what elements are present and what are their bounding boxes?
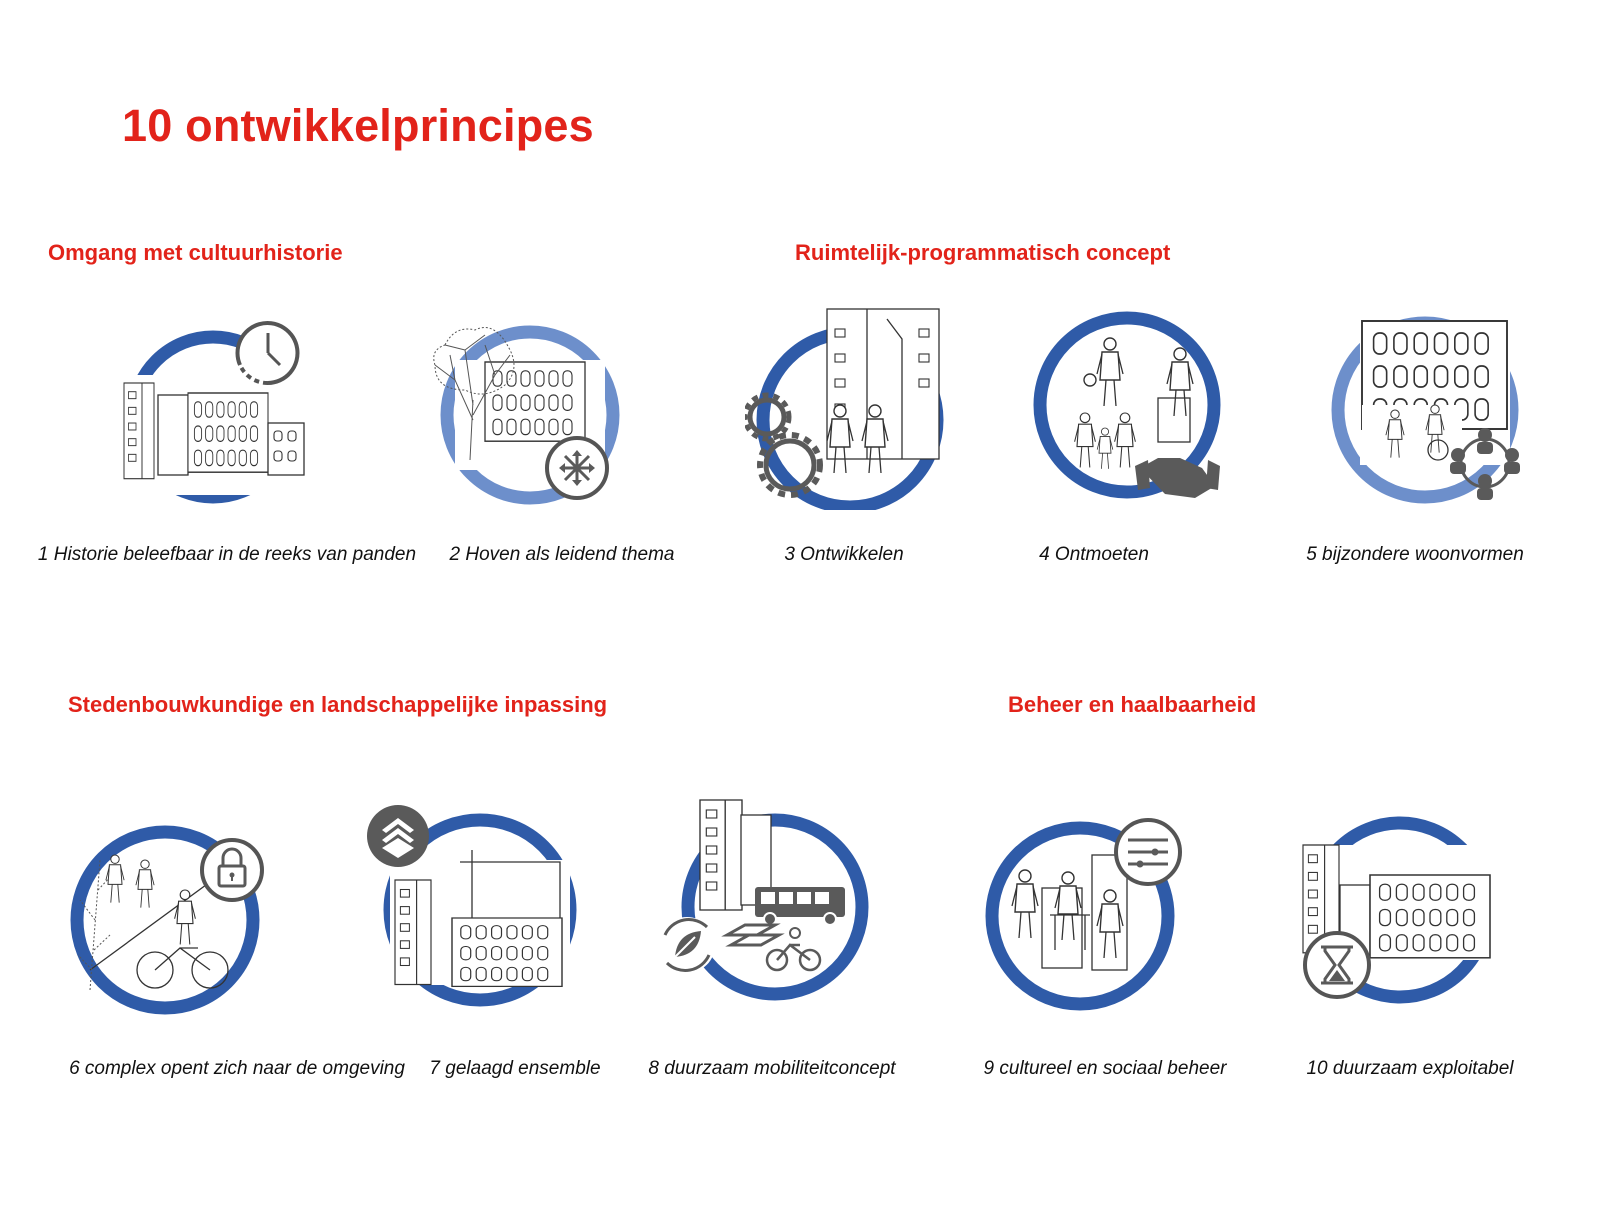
section-heading-cultuurhistorie: Omgang met cultuurhistorie bbox=[48, 240, 343, 265]
hourglass-icon bbox=[1305, 933, 1369, 997]
sliders-icon bbox=[1116, 820, 1180, 884]
principle-10-label: 10 duurzaam exploitabel bbox=[1306, 1058, 1514, 1079]
clock-icon bbox=[237, 323, 298, 383]
principle-3-illustration bbox=[745, 305, 950, 510]
principle-8-illustration bbox=[645, 795, 870, 1010]
principle-5-label: 5 bijzondere woonvormen bbox=[1306, 544, 1524, 565]
principle-9-illustration bbox=[980, 810, 1190, 1020]
principle-6-label: 6 complex opent zich naar de omgeving bbox=[69, 1058, 405, 1079]
section-heading-beheer: Beheer en haalbaarheid bbox=[1008, 692, 1257, 717]
principle-4-illustration bbox=[1030, 308, 1230, 508]
principle-1-illustration bbox=[118, 315, 318, 515]
principle-8-label: 8 duurzaam mobiliteitconcept bbox=[648, 1058, 896, 1079]
arrows-icon bbox=[547, 438, 607, 498]
section-heading-ruimtelijk: Ruimtelijk-programmatisch concept bbox=[795, 240, 1171, 265]
principle-5-illustration bbox=[1330, 315, 1530, 515]
lock-icon bbox=[202, 840, 262, 900]
principle-3-label: 3 Ontwikkelen bbox=[784, 544, 904, 565]
principle-2-label: 2 Hoven als leidend thema bbox=[449, 544, 675, 565]
principle-4-label: 4 Ontmoeten bbox=[1039, 544, 1149, 565]
principle-7-illustration bbox=[360, 800, 580, 1020]
layers-icon bbox=[367, 805, 429, 867]
leaf-recycle-icon bbox=[659, 917, 715, 973]
principle-9-label: 9 cultureel en sociaal beheer bbox=[983, 1058, 1227, 1079]
principle-7-label: 7 gelaagd ensemble bbox=[429, 1058, 601, 1079]
principle-2-illustration bbox=[425, 320, 625, 510]
principle-6-illustration bbox=[60, 820, 275, 1025]
section-heading-inpassing: Stedenbouwkundige en landschappelijke inpassing bbox=[68, 692, 608, 717]
principle-10-illustration bbox=[1295, 805, 1505, 1010]
page-title: 10 ontwikkelprincipes bbox=[122, 100, 594, 151]
principle-1-label: 1 Historie beleefbaar in de reeks van panden bbox=[37, 544, 417, 565]
